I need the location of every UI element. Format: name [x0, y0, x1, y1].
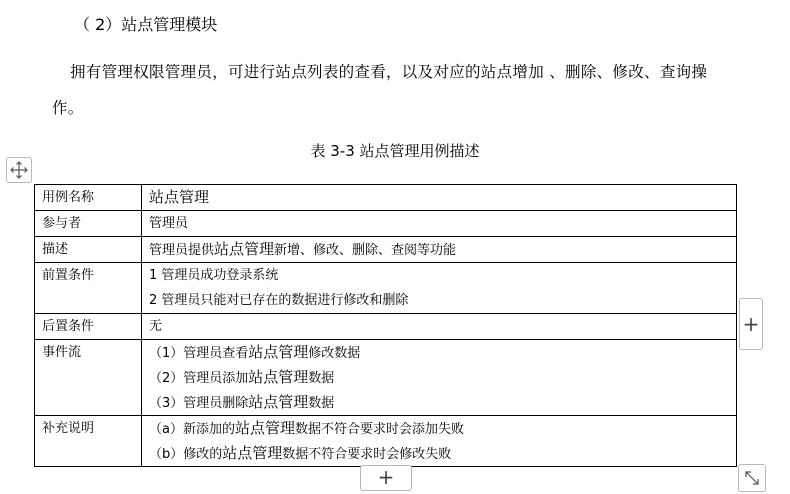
cell-text: 新增、修改、删除、查阅等功能 — [274, 243, 457, 258]
cell-text: 站点管理 — [248, 343, 309, 361]
cell-text: 站点管理 — [214, 240, 275, 258]
cell-text: 数据不符合要求时会添加失败 — [294, 422, 464, 437]
table-row — [35, 185, 737, 211]
cell-line — [149, 211, 736, 236]
cell-text: 站点管理 — [248, 368, 309, 386]
cell-line — [149, 340, 736, 365]
add-column-button[interactable]: + — [739, 298, 763, 350]
table-row — [35, 237, 737, 263]
row-value-cell — [142, 314, 737, 340]
row-label-cell: 描述 — [35, 237, 142, 263]
row-value-cell — [142, 185, 737, 211]
cell-line — [149, 365, 736, 390]
usecase-table — [34, 184, 737, 467]
cell-line — [149, 263, 736, 288]
cell-text: （b）修改的 — [149, 447, 223, 462]
row-value-cell — [142, 211, 737, 237]
table-move-handle[interactable] — [6, 157, 32, 183]
cell-text: 管理员 — [149, 216, 189, 231]
cell-text: 数据 — [308, 371, 335, 386]
add-row-button[interactable]: + — [360, 465, 412, 491]
cell-line — [149, 237, 736, 262]
move-arrows-icon — [9, 160, 29, 180]
row-value-cell — [142, 237, 737, 263]
row-label-cell: 用例名称 — [35, 185, 142, 211]
cell-text: （2）管理员添加 — [149, 371, 249, 386]
table-row — [35, 211, 737, 237]
row-label-cell: 前置条件 — [35, 263, 142, 314]
cell-text: 数据不符合要求时会修改失败 — [282, 447, 452, 462]
cell-line — [149, 185, 736, 210]
cell-line — [149, 441, 736, 466]
resize-diagonal-icon — [742, 468, 762, 488]
cell-line — [149, 314, 736, 339]
cell-text: 管理员提供 — [149, 243, 215, 258]
table-row — [35, 314, 737, 340]
cell-text: （a）新添加的 — [149, 422, 235, 437]
cell-text: 2 管理员只能对已存在的数据进行修改和删除 — [149, 293, 409, 308]
row-label-cell: 后置条件 — [35, 314, 142, 340]
row-label-cell: 补充说明 — [35, 416, 142, 467]
cell-text: 无 — [149, 319, 163, 334]
table-caption: 表 3-3 站点管理用例描述 — [310, 142, 480, 160]
section-heading: （ 2）站点管理模块 — [74, 15, 218, 34]
cell-text: 站点管理 — [222, 444, 283, 462]
cell-text: 站点管理 — [248, 393, 309, 411]
cell-line — [149, 416, 736, 441]
cell-text: 站点管理 — [149, 188, 210, 206]
table-resize-handle[interactable] — [738, 464, 766, 492]
cell-text: 修改数据 — [308, 346, 361, 361]
table-row — [35, 340, 737, 416]
row-value-cell — [142, 340, 737, 416]
table-row — [35, 416, 737, 467]
cell-text: 站点管理 — [234, 419, 295, 437]
cell-text: 数据 — [308, 396, 335, 411]
row-label-cell: 事件流 — [35, 340, 142, 416]
table-row — [35, 263, 737, 314]
cell-line — [149, 288, 736, 313]
body-paragraph: 拥有管理权限管理员，可进行站点列表的查看，以及对应的站点增加 、删除、修改、查询操作。 — [52, 63, 708, 117]
row-value-cell — [142, 263, 737, 314]
row-label-cell: 参与者 — [35, 211, 142, 237]
cell-text: （1）管理员查看 — [149, 346, 249, 361]
cell-line — [149, 390, 736, 415]
cell-text: （3）管理员删除 — [149, 396, 249, 411]
cell-text: 1 管理员成功登录系统 — [149, 268, 279, 283]
row-value-cell — [142, 416, 737, 467]
